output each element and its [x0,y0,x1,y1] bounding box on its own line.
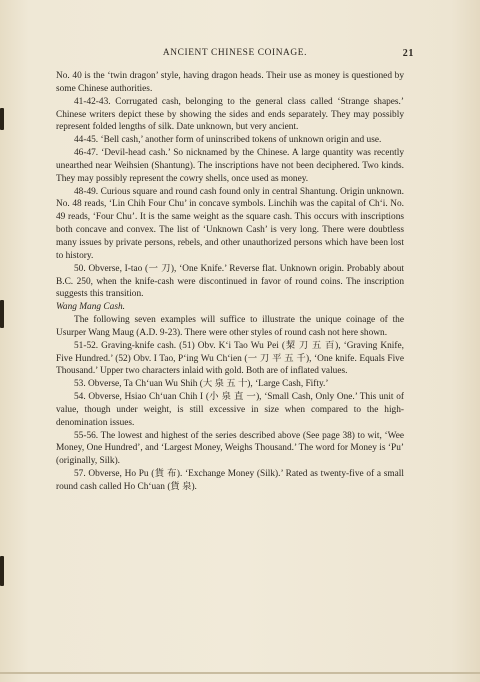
running-header [56,48,414,62]
page-body [56,70,404,494]
paragraph: 41-42-43. Corrugated cash, belonging to the general class called ‘Strange shapes.’ Chinese writers depict these by showing the sides and ends separately. They may possibly represent folded lengths of silk. Date unknown, but very ancient. [56,96,404,133]
running-title: ANCIENT CHINESE COINAGE. [162,48,308,58]
page-edge [0,672,480,674]
binding-mark [0,556,4,586]
binding-mark [0,108,4,130]
page-number: 21 [402,48,414,59]
paragraph: No. 40 is the ‘twin dragon’ style, having dragon heads. Their use as money is questioned by some Chinese authorities. [56,71,404,94]
paragraph: 48-49. Curious square and round cash found only in central Shantung. Origin unknown. No. 48 reads, ‘Lin Chih Four Chu’ in concave symbols. Linchih was the capital of Ch‘i. No. 49 reads, ‘Four Chu’. It is the same weight as the square cash. This occurs with inscriptions both concave and convex. The list of ‘Unknown Cash’ is very long. There were doubtless many issues by private persons, rebels, and other unauthorized persons which have been lost to history. [56,186,404,261]
paragraph: 44-45. ‘Bell cash,’ another form of uninscribed tokens of unknown origin and use. [74,135,382,146]
paragraph: 46-47. ‘Devil-head cash.’ So nicknamed by the Chinese. A large quantity was recently unearthed near Weihsien (Shantung). The inscriptions have not been deciphered. Two kinds. They may possibly represent the cowry shells, once used as money. [56,148,404,184]
paragraph: 50. Obverse, I-tao (一 刀), ‘One Knife.’ Reverse flat. Unknown origin. Probably about B.C. 250, when the knife-cash were discontinued in favor of round coins. The inscription suggests this transition. [56,263,404,300]
binding-mark [0,300,4,328]
paragraph: 54. Obverse, Hsiao Ch‘uan Chih I (小 泉 直 一), ‘Small Cash, Only One.’ This unit of value, though under weight, is still excessive in size when compared to the high-denomination issues. [56,392,404,428]
section-heading: Wang Mang Cash. [56,302,125,313]
paragraph: 55-56. The lowest and highest of the series described above (See page 38) to wit, ‘Wee Money, One Hundred’, and ‘Largest Money, Weighs Thousand.’ The word for Money is ‘Pu’ (originally, Silk). [56,430,404,467]
paragraph: 51-52. Graving-knife cash. (51) Obv. K‘i Tao Wu Pei (栔 刀 五 百), ‘Graving Knife, Five Hundred.’ (52) Obv. I Tao, P‘ing Wu Ch‘ien (一 刀 平 五 千), ‘One knife. Equals Five Thousand.’ Upper two characters inlaid with gold. Both are of inflated values. [56,340,404,377]
paragraph: 53. Obverse, Ta Ch‘uan Wu Shih (大 泉 五 十), ‘Large Cash, Fifty.’ [74,379,329,390]
paragraph: The following seven examples will suffice to illustrate the unique coinage of the Usurper Wang Maug (A.D. 9-23). There were other styles of round cash not here shown. [56,315,404,338]
paragraph: 57. Obverse, Ho Pu (貨 布). ‘Exchange Money (Silk).’ Rated as twenty-five of a small round cash called Ho Ch‘uan (貨 泉). [56,469,404,492]
